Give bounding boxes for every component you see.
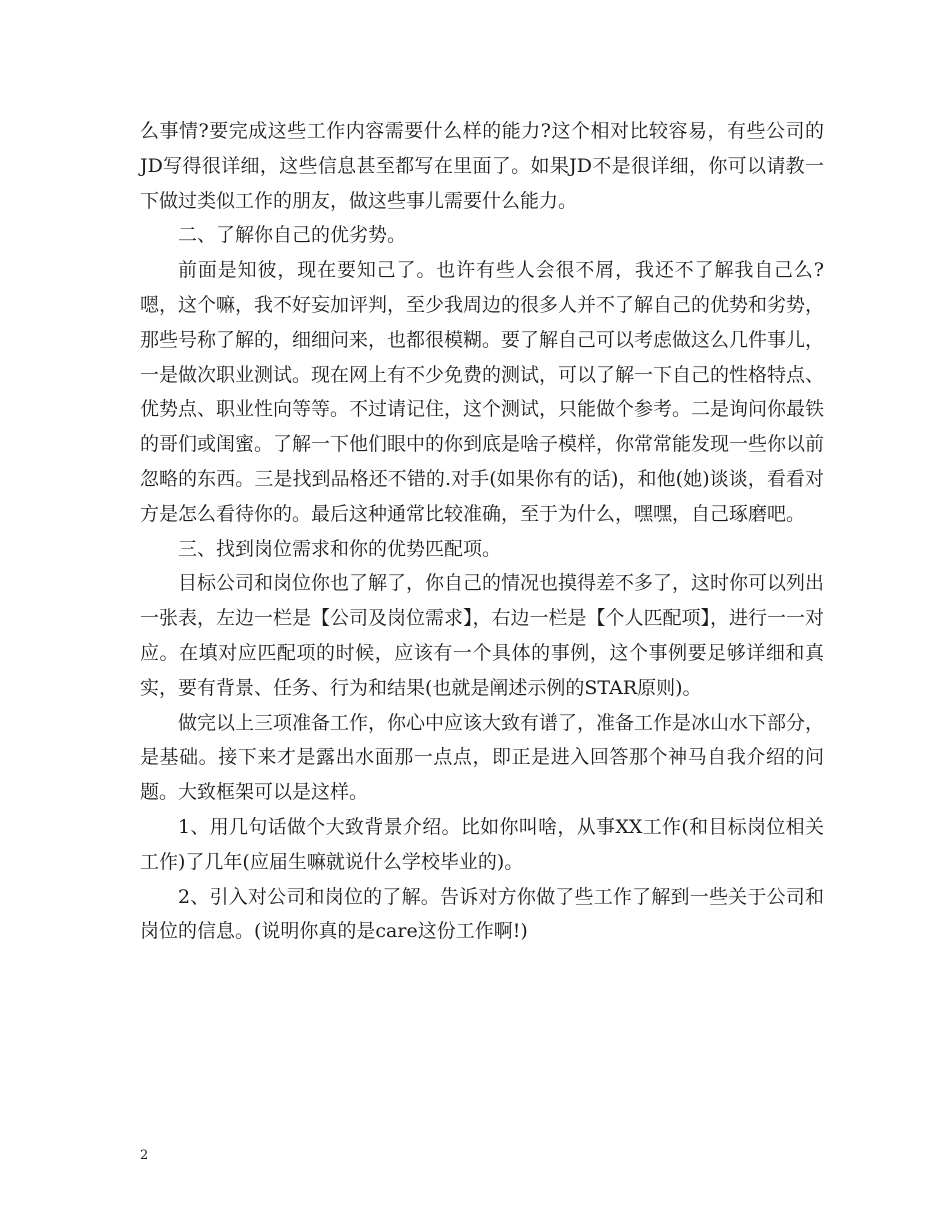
paragraph-4-heading: 三、找到岗位需求和你的优势匹配项。 [178, 537, 502, 560]
paragraph-2-heading: 二、了解你自己的优劣势。 [178, 224, 407, 247]
paragraph-5: 目标公司和岗位你也了解了，你自己的情况也摸得差不多了，这时你可以列出一张表，左边一栏是【公司及岗位需求】，右边一栏是【个人匹配项】，进行一一对应。在填对应匹配项的时候，应该有一个具体的事例，这个事例要足够详细和真实，要有背景、任务、行为和结果(也就是阐述示例的STAR原则)。 [140, 572, 825, 699]
document-body [140, 114, 824, 949]
page-number: 2 [140, 1148, 149, 1163]
paragraph-1: 么事情?要完成这些工作内容需要什么样的能力?这个相对比较容易，有些公司的JD写得很详细，这些信息甚至都写在里面了。如果JD不是很详细，你可以请教一下做过类似工作的朋友，做这些事儿需要什么能力。 [140, 120, 824, 212]
paragraph-6: 做完以上三项准备工作，你心中应该大致有谱了，准备工作是冰山水下部分，是基础。接下来才是露出水面那一点点，即正是进入回答那个神马自我介绍的问题。大致框架可以是这样。 [140, 711, 825, 804]
paragraph-7-list-item: 1、用几句话做个大致背景介绍。比如你叫啥，从事XX工作(和目标岗位相关工作)了几年(应届生嘛就说什么学校毕业的)。 [140, 815, 824, 873]
paragraph-8-list-item: 2、引入对公司和岗位的了解。告诉对方你做了些工作了解到一些关于公司和岗位的信息。(说明你真的是care这份工作啊!) [140, 885, 824, 943]
paragraph-3: 前面是知彼，现在要知己了。也许有些人会很不屑，我还不了解我自己么?嗯，这个嘛，我不好妄加评判，至少我周边的很多人并不了解自己的优势和劣势，那些号称了解的，细细问来，也都很模糊。要了解自己可以考虑做这么几件事儿，一是做次职业测试。现在网上有不少免费的测试，可以了解一下自己的性格特点、优势点、职业性向等等。不过请记住，这个测试，只能做个参考。二是询问你最铁的哥们或闺蜜。了解一下他们眼中的你到底是啥子模样，你常常能发现一些你以前忽略的东西。三是找到品格还不错的.对手(如果你有的话)，和他(她)谈谈，看看对方是怎么看待你的。最后这种通常比较准确，至于为什么，嘿嘿，自己琢磨吧。 [140, 259, 825, 525]
